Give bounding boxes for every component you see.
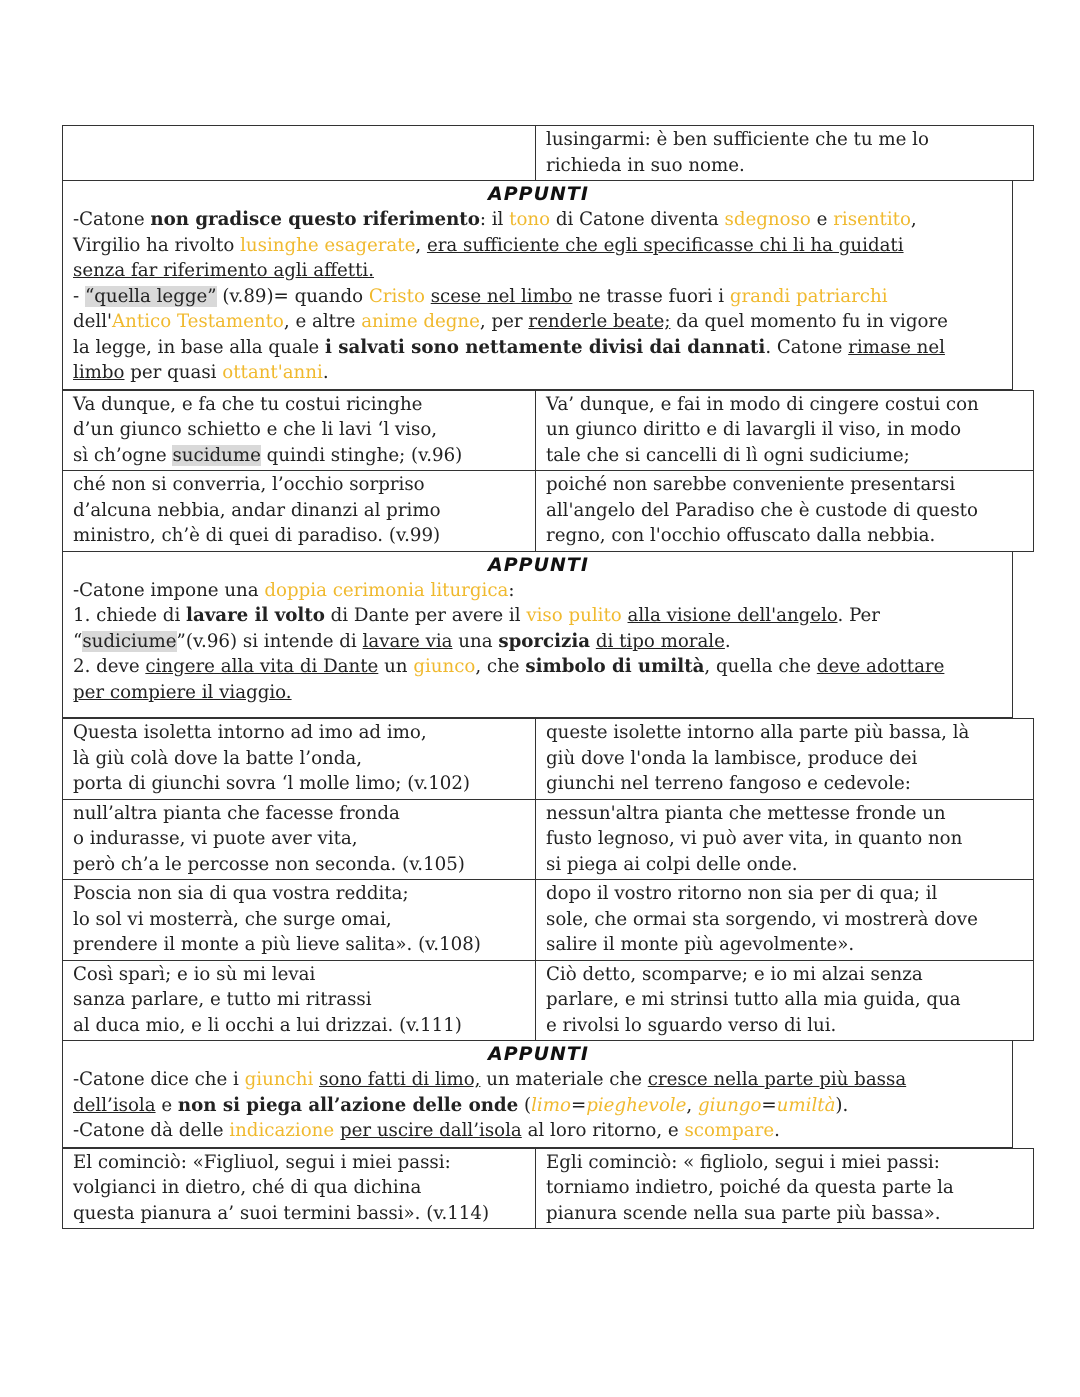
table-row xyxy=(63,880,1034,961)
table-row xyxy=(63,960,1034,1041)
original-text-cell: Va dunque, e fa che tu costui ricinghe d’un giunco schietto e che li lavi ‘l viso, sì ch’ogne sucidume quindi stinghe; (v.96) xyxy=(63,390,536,471)
translation-cell: Ciò detto, scomparve; e io mi alzai senza parlare, e mi strinsi tutto alla mia guida, qua e rivolsi lo sguardo verso di lui. xyxy=(536,960,1034,1041)
translation-cell: queste isolette intorno alla parte più bassa, là giù dove l'onda la lambisce, produce dei giunchi nel terreno fangoso e cedevole: xyxy=(536,719,1034,800)
original-text-cell: Questa isoletta intorno ad imo ad imo, là giù colà dove la batte l’onda, porta di giunchi sovra ‘l molle limo; (v.102) xyxy=(63,719,536,800)
translation-cell: nessun'altra pianta che mettesse fronde un fusto legnoso, vi può aver vita, in quanto non si piega ai colpi delle onde. xyxy=(536,799,1034,880)
verse-table-1 xyxy=(62,125,1034,181)
translation-cell: Egli cominciò: « figliolo, segui i miei passi: torniamo indietro, poiché da questa parte la pianura scende nella sua parte più bassa». xyxy=(536,1148,1034,1229)
verse-table-3 xyxy=(62,718,1034,1041)
notes-title: APPUNTI xyxy=(488,1043,589,1065)
notes-section-1 xyxy=(62,181,1013,390)
original-text-cell: ché non si converria, l’occhio sorpriso d’alcuna nebbia, andar dinanzi al primo ministro, ch’è di quei di paradiso. (v.99) xyxy=(63,471,536,552)
notes-section-3: APPUNTI -Catone dice che i giunchi sono fatti di limo, un materiale che cresce nella parte più bassa dell’isola e non si piega all’azione delle onde (limo=pieghevole, giungo=umiltà). -Catone dà delle indicazione per uscire dall’isola al loro ritorno, e scompare. xyxy=(62,1041,1013,1148)
original-text-cell: null’altra pianta che facesse fronda o indurasse, vi puote aver vita, però ch’a le percosse non seconda. (v.105) xyxy=(63,799,536,880)
table-row xyxy=(63,471,1034,552)
verse-table-4 xyxy=(62,1148,1034,1230)
notes-title: APPUNTI xyxy=(488,553,589,576)
table-row xyxy=(63,719,1034,800)
translation-cell: poiché non sarebbe conveniente presentarsi all'angelo del Paradiso che è custode di questo regno, con l'occhio offuscato dalla nebbia. xyxy=(536,471,1034,552)
table-row xyxy=(63,126,1034,181)
original-text-cell: Poscia non sia di qua vostra reddita; lo sol vi mosterrà, che surge omai, prendere il monte a più lieve salita». (v.108) xyxy=(63,880,536,961)
table-row xyxy=(63,390,1034,471)
translation-cell: lusingarmi: è ben sufficiente che tu me lo richieda in suo nome. xyxy=(536,126,1034,181)
original-text-cell: El cominciò: «Figliuol, segui i miei passi: volgianci in dietro, ché di qua dichina questa pianura a’ suoi termini bassi». (v.114) xyxy=(63,1148,536,1229)
verse-table-2 xyxy=(62,390,1034,552)
notes-paragraph: -Catone non gradisce questo riferimento: il tono di Catone diventa sdegnoso e risentito, Virgilio ha rivolto lusinghe esagerate, era sufficiente che egli specificasse chi li ha guidati senza far riferimento agli affetti. xyxy=(73,209,917,281)
notes-section-2: APPUNTI -Catone impone una doppia cerimonia liturgica: 1. chiede di lavare il volto di Dante per avere il viso pulito alla visione dell'angelo. Per “sudiciume”(v.96) si intende di lavare via una sporcizia di tipo morale. 2. deve cingere alla vita di Dante un giunco, che simbolo di umiltà, quella che deve adottare per compiere il viaggio. xyxy=(62,552,1013,719)
translation-cell: Va’ dunque, e fai in modo di cingere costui con un giunco diritto e di lavargli il viso, in modo tale che si cancelli di lì ogni sudiciume; xyxy=(536,390,1034,471)
notes-title: APPUNTI xyxy=(488,183,589,205)
original-text-cell xyxy=(63,126,536,181)
table-row xyxy=(63,799,1034,880)
translation-cell: dopo il vostro ritorno non sia per di qua; il sole, che ormai sta sorgendo, vi mostrerà dove salire il monte più agevolmente». xyxy=(536,880,1034,961)
document xyxy=(62,125,1013,1229)
notes-paragraph: - “quella legge” (v.89)= quando Cristo scese nel limbo ne trasse fuori i grandi patriarchi dell'Antico Testamento, e altre anime degne, per renderle beate; da quel momento fu in vigore la legge, in base alla quale i salvati sono nettamente divisi dai dannati. Catone rimase nel limbo per quasi ottant'anni. xyxy=(73,285,948,383)
table-row xyxy=(63,1148,1034,1229)
original-text-cell: Così sparì; e io sù mi levai sanza parlare, e tutto mi ritrassi al duca mio, e li occhi a lui drizzai. (v.111) xyxy=(63,960,536,1041)
